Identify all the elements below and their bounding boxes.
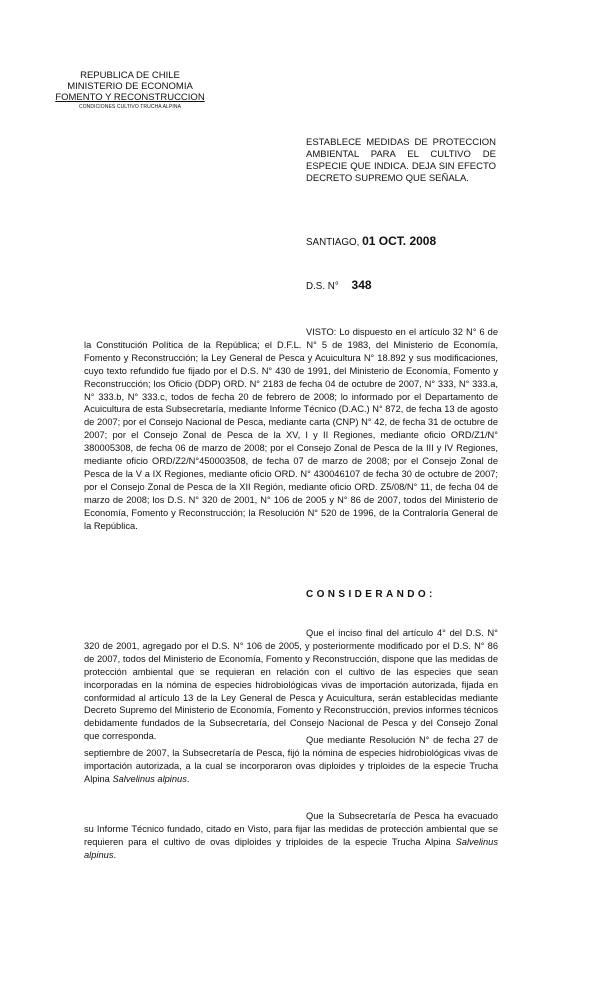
date-place: SANTIAGO, bbox=[306, 237, 360, 248]
considerando-3-body: evacuado su Informe Técnico fundado, citado en Visto, para fijar las medidas de protección ambiental que se requieren para el cultivo de ovas diploides y triploides de la especie Trucha Alpina bbox=[84, 811, 498, 847]
considerando-paragraph-1 bbox=[84, 627, 498, 743]
considerando-1-body: D.S. N° 320 de 2001, agregado por el D.S. N° 106 de 2005, y posteriormente modificado por el D.S. N° 86 de 2007, todos del Ministerio de Economía, Fomento y Reconstrucción, dispone que las medidas de protección ambiental que se requieran en relación con el cultivo de las especies que sean incorporadas en la nómina de especies hidrobiológicas vivas de importación autorizada, fijada en conformidad al artículo 13 de la Ley General de Pesca y Acuicultura, serán establecidas mediante Decreto Supremo del Ministerio de Economía, Fomento y Reconstrucción, previos informes técnicos debidamente fundados de la Subsecretaría, del Consejo Nacional de Pesca y del Consejo Zonal que corresponda. bbox=[84, 628, 498, 742]
considerando-2-body: fecha 27 de septiembre de 2007, la Subsecretaría de Pesca, fijó la nómina de especies hidrobiológicas vivas de importación autorizada, a la cual se incorporaron ovas diploides y triploides de la especie Trucha Alpina bbox=[84, 735, 499, 784]
considerando-paragraph-3 bbox=[84, 810, 498, 862]
letterhead-reference: CONDICIONES CULTIVO TRUCHA ALPINA bbox=[78, 104, 182, 110]
decree-title: ESTABLECE MEDIDAS DE PROTECCION AMBIENTAL PARA EL CULTIVO DE ESPECIE QUE INDICA. DEJA SIN EFECTO DECRETO SUPREMO QUE SEÑALA. bbox=[306, 137, 496, 184]
letterhead-department: FOMENTO Y RECONSTRUCCION bbox=[55, 92, 205, 103]
decree-number-value: 348 bbox=[351, 278, 372, 292]
considerando-2-lead: Que mediante Resolución N° de bbox=[306, 735, 444, 745]
considerando-2-species: Salvelinus alpinus bbox=[112, 773, 187, 784]
visto-paragraph bbox=[84, 326, 498, 533]
considerando-3-lead: Que la Subsecretaría de Pesca ha bbox=[306, 811, 454, 821]
letterhead bbox=[40, 70, 220, 111]
considerando-heading: CONSIDERANDO: bbox=[306, 589, 436, 600]
decree-number-label: D.S. N° bbox=[306, 281, 339, 292]
decree-date bbox=[306, 235, 436, 250]
considerando-paragraph-2 bbox=[84, 734, 498, 786]
visto-lead: VISTO: Lo dispuesto en el artículo 32 bbox=[306, 327, 463, 337]
decree-number bbox=[306, 279, 372, 294]
considerando-3-species: Salvelinus alpinus bbox=[84, 836, 498, 860]
considerando-1-lead: Que el inciso final del artículo 4° del bbox=[306, 628, 462, 638]
considerando-2-end: . bbox=[186, 773, 190, 784]
considerando-3-end: . bbox=[113, 849, 117, 860]
letterhead-ministry: MINISTERIO DE ECONOMIA bbox=[67, 81, 193, 92]
visto-body: N° 6 de la Constitución Política de la República; el D.F.L. N° 5 de 1983, del Ministerio de Economía, Fomento y Reconstrucción; la Ley General de Pesca y Acuicultura N° 18.892 y sus modificaciones, cuyo texto refundido fue fijado por el D.S. N° 430 de 1991, del Ministerio de Economía, Fomento y Reconstrucción; los Oficio (DDP) ORD. N° 2183 de fecha 04 de octubre de 2007, N° 333, N° 333.a, N° 333.b, N° 333.c, todos de fecha 20 de febrero de 2008; lo informado por el Departamento de Acuicultura de esta Subsecretaría, mediante Informe Técnico (D.AC.) N° 872, de fecha 13 de agosto de 2007; por el Consejo Nacional de Pesca, mediante carta (CNP) N° 42, de fecha 31 de octubre de 2007; por el Consejo Zonal de Pesca de la XV, I y II Regiones, mediante oficio ORD/Z1/N° 380005308, de fecha 06 de marzo de 2008; por el Consejo Zonal de Pesca de la III y IV Regiones, mediante oficio ORD/Z2/N°450003508, de fecha 07 de marzo de 2008; por el Consejo Zonal de Pesca de la V a IX Regiones, mediante oficio ORD. N° 430046107 de fecha 30 de octubre de 2007; por el Consejo Zonal de Pesca de la XII Región, mediante oficio ORD. Z5/08/N° 11, de fecha 04 de marzo de 2008; los D.S. N° 320 de 2001, N° 106 de 2005 y N° 86 de 2007, todos del Ministerio de Economía, Fomento y Reconstrucción; la Resolución N° 520 de 1996, de la Contraloría General de la República. bbox=[84, 327, 498, 531]
letterhead-republic: REPUBLICA DE CHILE bbox=[80, 70, 180, 81]
date-value: 01 OCT. 2008 bbox=[362, 234, 437, 248]
